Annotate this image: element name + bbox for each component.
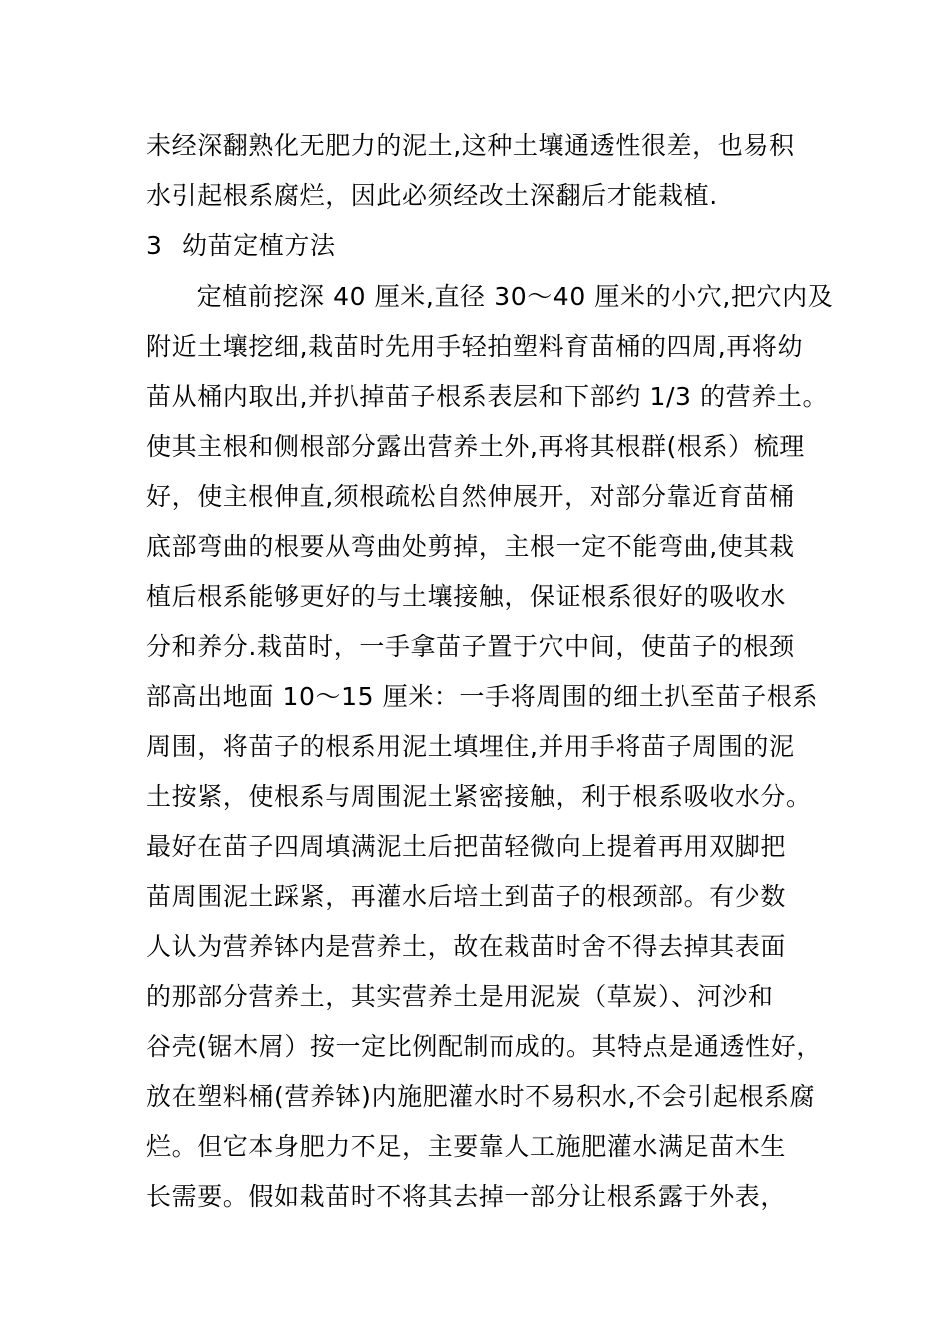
text-line: 附近土壤挖细,栽苗时先用手轻拍塑料育苗桶的四周,再将幼 [146,332,804,361]
text-line: 植后根系能够更好的与土壤接触，保证根系很好的吸收水 [146,582,787,611]
text-line: 苗周围泥土踩紧，再灌水后培土到苗子的根颈部。有少数 [146,882,787,911]
text-line: 最好在苗子四周填满泥土后把苗轻微向上提着再用双脚把 [146,832,787,861]
text-line: 好，使主根伸直,须根疏松自然伸展开，对部分靠近育苗桶 [146,482,795,511]
text-line: 分和养分.栽苗时，一手拿苗子置于穴中间，使苗子的根颈 [146,632,795,661]
text-line: 长需要。假如栽苗时不将其去掉一部分让根系露于外表， [146,1182,787,1211]
text-line: 定植前挖深 40 厘米,直径 30～40 厘米的小穴,把穴内及 [171,282,834,311]
text-line: 使其主根和侧根部分露出营养土外,再将其根群(根系）梳理 [146,432,805,461]
section-title: 幼苗定植方法 [182,231,336,260]
text-line: 未经深翻熟化无肥力的泥土,这种土壤通透性很差，也易积 [146,131,795,160]
text-line: 的那部分营养土，其实营养土是用泥炭（草炭）、河沙和 [146,982,774,1011]
text-line: 土按紧，使根系与周围泥土紧密接触，利于根系吸收水分。 [146,782,812,811]
section-heading [146,231,336,261]
text-line: 苗从桶内取出,并扒掉苗子根系表层和下部约 1/3 的营养土。 [146,382,829,411]
text-line: 人认为营养钵内是营养土，故在栽苗时舍不得去掉其表面 [146,932,787,961]
section-number: 3 [146,231,163,260]
text-line: 放在塑料桶(营养钵)内施肥灌水时不易积水,不会引起根系腐 [146,1082,816,1111]
text-line: 周围，将苗子的根系用泥土填埋住,并用手将苗子周围的泥 [146,732,795,761]
text-line: 烂。但它本身肥力不足，主要靠人工施肥灌水满足苗木生 [146,1132,787,1161]
text-line: 部高出地面 10～15 厘米：一手将周围的细土扒至苗子根系 [146,682,818,711]
text-line: 谷壳(锯木屑）按一定比例配制而成的。其特点是通透性好， [146,1032,822,1061]
text-line: 底部弯曲的根要从弯曲处剪掉，主根一定不能弯曲,使其栽 [146,532,795,561]
text-line: 水引起根系腐烂，因此必须经改土深翻后才能栽植. [146,181,718,210]
